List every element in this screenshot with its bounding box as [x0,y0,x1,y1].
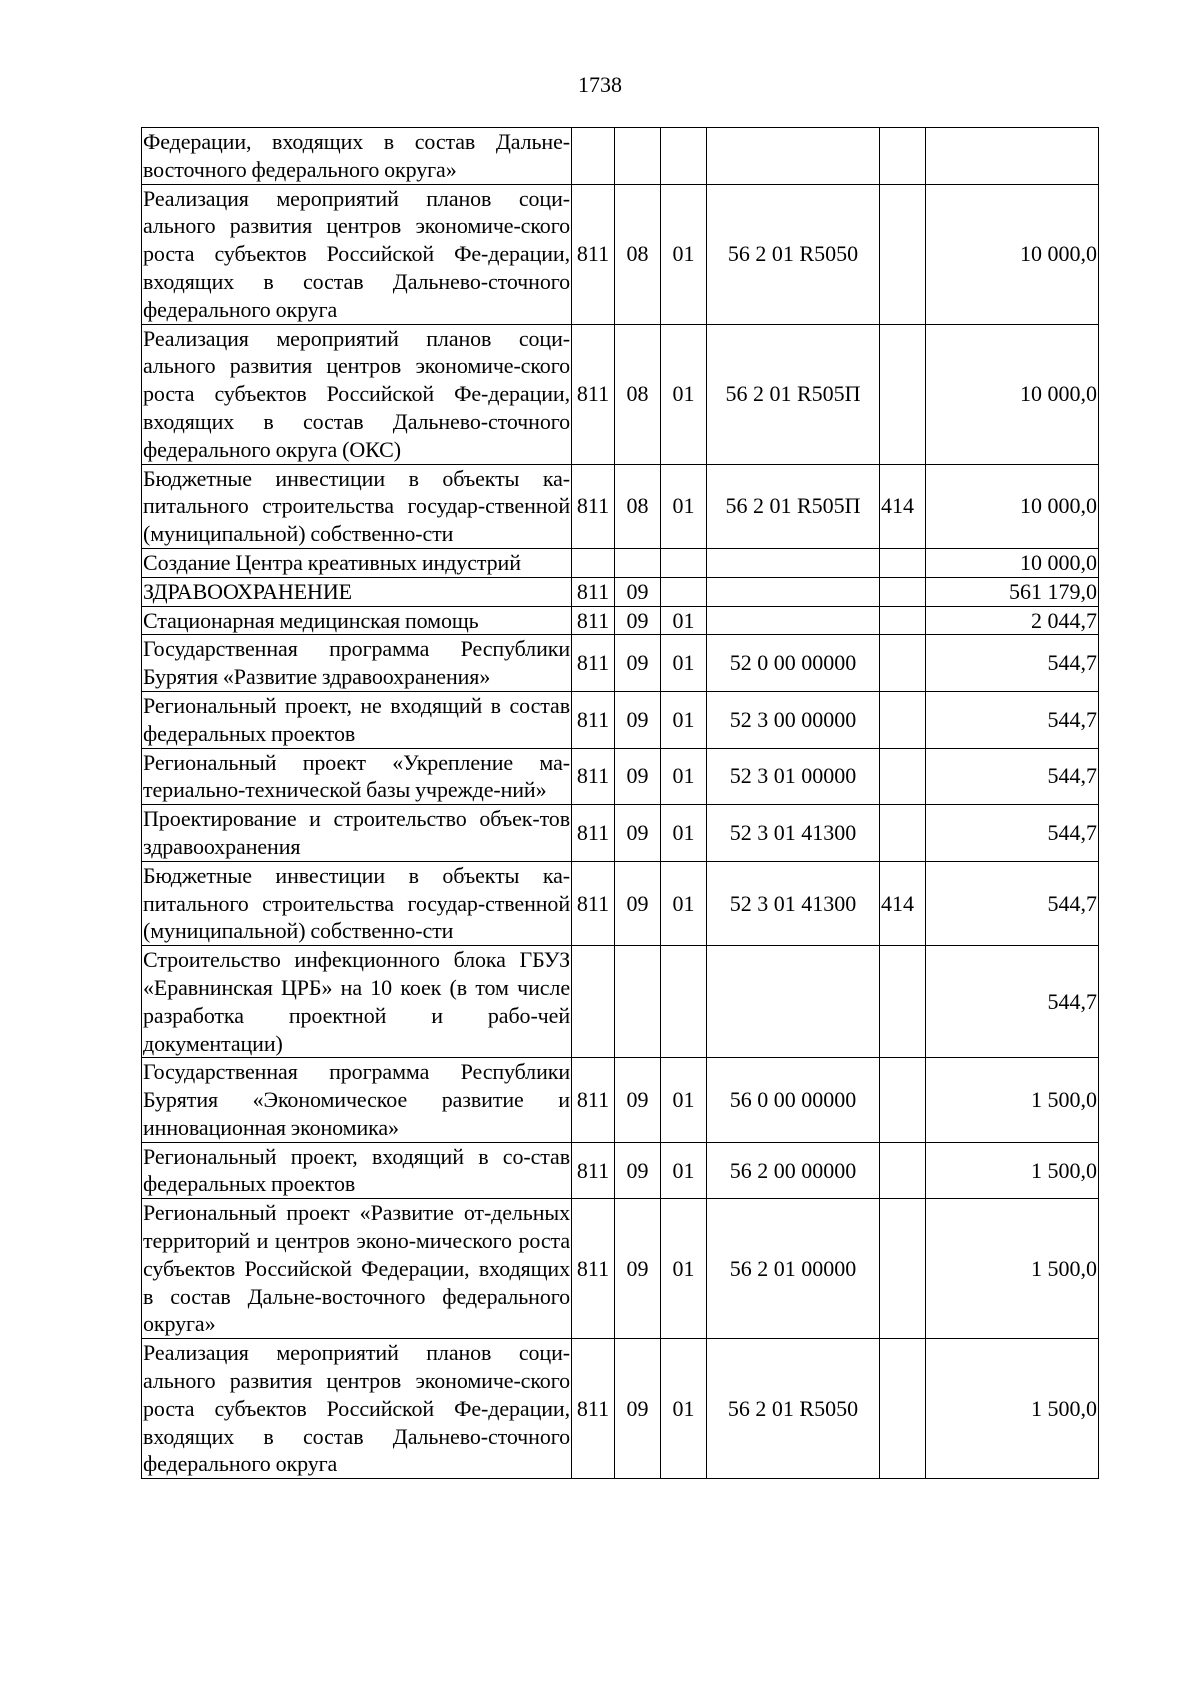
grbs-code-cell: 811 [572,1199,615,1339]
section-code-cell: 08 [615,324,661,464]
table-row [142,946,1099,1058]
table-row [142,748,1099,805]
subsection-code-cell: 01 [661,861,707,945]
grbs-code-cell: 811 [572,805,615,862]
expense-type-cell [880,548,926,577]
amount-cell: 10 000,0 [926,324,1099,464]
table-row [142,464,1099,548]
target-article-cell: 56 2 01 R505П [707,464,880,548]
amount-cell: 2 044,7 [926,606,1099,635]
amount-cell: 544,7 [926,691,1099,748]
table-row [142,128,1099,185]
expense-name-cell: Государственная программа Республики Бурятия «Экономическое развитие и инновационная экономика» [142,1058,572,1142]
section-code-cell: 09 [615,635,661,692]
table-row [142,691,1099,748]
target-article-cell: 56 2 01 00000 [707,1199,880,1339]
subsection-code-cell: 01 [661,805,707,862]
target-article-cell: 56 0 00 00000 [707,1058,880,1142]
expense-name-cell: ЗДРАВООХРАНЕНИЕ [142,577,572,606]
section-code-cell: 09 [615,691,661,748]
subsection-code-cell: 01 [661,1199,707,1339]
target-article-cell: 52 3 01 41300 [707,805,880,862]
target-article-cell [707,128,880,185]
expense-type-cell: 414 [880,861,926,945]
target-article-cell [707,946,880,1058]
grbs-code-cell [572,946,615,1058]
expense-type-cell [880,748,926,805]
section-code-cell: 08 [615,464,661,548]
table-row [142,548,1099,577]
expense-name-cell: Строительство инфекционного блока ГБУЗ «Еравнинская ЦРБ» на 10 коек (в том числе разработка проектной и рабо-чей документации) [142,946,572,1058]
amount-cell: 561 179,0 [926,577,1099,606]
expense-type-cell [880,324,926,464]
grbs-code-cell: 811 [572,1142,615,1199]
expense-type-cell [880,577,926,606]
section-code-cell: 09 [615,1339,661,1479]
grbs-code-cell: 811 [572,184,615,324]
amount-cell: 544,7 [926,861,1099,945]
table-row [142,805,1099,862]
table-row [142,1058,1099,1142]
target-article-cell: 52 3 01 41300 [707,861,880,945]
target-article-cell: 56 2 01 R5050 [707,184,880,324]
amount-cell: 10 000,0 [926,184,1099,324]
target-article-cell: 56 2 01 R505П [707,324,880,464]
expense-type-cell [880,691,926,748]
grbs-code-cell: 811 [572,1058,615,1142]
amount-cell: 1 500,0 [926,1199,1099,1339]
table-row [142,1199,1099,1339]
section-code-cell: 09 [615,861,661,945]
expense-name-cell: Федерации, входящих в состав Дальне-восточного федерального округа» [142,128,572,185]
expense-name-cell: Региональный проект, не входящий в состав федеральных проектов [142,691,572,748]
subsection-code-cell: 01 [661,748,707,805]
grbs-code-cell [572,128,615,185]
section-code-cell: 09 [615,1199,661,1339]
amount-cell: 1 500,0 [926,1339,1099,1479]
expense-type-cell [880,805,926,862]
expense-type-cell [880,184,926,324]
table-row [142,324,1099,464]
amount-cell: 544,7 [926,748,1099,805]
grbs-code-cell [572,548,615,577]
subsection-code-cell: 01 [661,1142,707,1199]
expense-name-cell: Создание Центра креативных индустрий [142,548,572,577]
target-article-cell: 56 2 01 R5050 [707,1339,880,1479]
section-code-cell [615,946,661,1058]
subsection-code-cell: 01 [661,1339,707,1479]
expense-type-cell [880,1142,926,1199]
amount-cell [926,128,1099,185]
table-row [142,606,1099,635]
grbs-code-cell: 811 [572,324,615,464]
table-row [142,1339,1099,1479]
amount-cell: 1 500,0 [926,1142,1099,1199]
expense-name-cell: Бюджетные инвестиции в объекты ка-питального строительства государ-ственной (муниципальной) собственно-сти [142,464,572,548]
expense-name-cell: Реализация мероприятий планов соци-ального развития центров экономиче-ского роста субъектов Российской Фе-дерации, входящих в состав Дальнево-сточного федерального округа (ОКС) [142,324,572,464]
subsection-code-cell: 01 [661,606,707,635]
expense-type-cell [880,1058,926,1142]
amount-cell: 544,7 [926,635,1099,692]
expense-name-cell: Государственная программа Республики Бурятия «Развитие здравоохранения» [142,635,572,692]
subsection-code-cell: 01 [661,464,707,548]
budget-table [141,127,1099,1479]
section-code-cell: 09 [615,606,661,635]
section-code-cell: 09 [615,1058,661,1142]
subsection-code-cell [661,946,707,1058]
table-row [142,861,1099,945]
expense-type-cell [880,1199,926,1339]
subsection-code-cell: 01 [661,184,707,324]
target-article-cell [707,577,880,606]
subsection-code-cell: 01 [661,635,707,692]
table-row [142,635,1099,692]
section-code-cell [615,128,661,185]
grbs-code-cell: 811 [572,748,615,805]
expense-type-cell [880,606,926,635]
amount-cell: 1 500,0 [926,1058,1099,1142]
expense-name-cell: Региональный проект «Развитие от-дельных территорий и центров эконо-мического роста субъектов Российской Федерации, входящих в состав Дальне-восточного федерального округа» [142,1199,572,1339]
section-code-cell: 09 [615,577,661,606]
subsection-code-cell: 01 [661,324,707,464]
grbs-code-cell: 811 [572,1339,615,1479]
amount-cell: 10 000,0 [926,464,1099,548]
expense-type-cell [880,1339,926,1479]
grbs-code-cell: 811 [572,861,615,945]
budget-table-body [142,128,1099,1479]
section-code-cell: 09 [615,748,661,805]
grbs-code-cell: 811 [572,635,615,692]
subsection-code-cell [661,128,707,185]
grbs-code-cell: 811 [572,577,615,606]
amount-cell: 10 000,0 [926,548,1099,577]
expense-name-cell: Проектирование и строительство объек-тов здравоохранения [142,805,572,862]
expense-type-cell [880,635,926,692]
subsection-code-cell: 01 [661,1058,707,1142]
expense-name-cell: Региональный проект, входящий в со-став федеральных проектов [142,1142,572,1199]
target-article-cell [707,548,880,577]
subsection-code-cell [661,548,707,577]
expense-type-cell: 414 [880,464,926,548]
page-number: 1738 [578,72,622,97]
grbs-code-cell: 811 [572,691,615,748]
table-row [142,577,1099,606]
section-code-cell: 09 [615,805,661,862]
subsection-code-cell [661,577,707,606]
target-article-cell: 52 3 01 00000 [707,748,880,805]
target-article-cell: 52 3 00 00000 [707,691,880,748]
section-code-cell: 08 [615,184,661,324]
table-row [142,184,1099,324]
target-article-cell [707,606,880,635]
subsection-code-cell: 01 [661,691,707,748]
expense-name-cell: Региональный проект «Укрепление ма-териально-технической базы учрежде-ний» [142,748,572,805]
amount-cell: 544,7 [926,805,1099,862]
expense-name-cell: Стационарная медицинская помощь [142,606,572,635]
amount-cell: 544,7 [926,946,1099,1058]
section-code-cell: 09 [615,1142,661,1199]
section-code-cell [615,548,661,577]
expense-name-cell: Реализация мероприятий планов соци-ального развития центров экономиче-ского роста субъектов Российской Фе-дерации, входящих в состав Дальнево-сточного федерального округа [142,184,572,324]
target-article-cell: 56 2 00 00000 [707,1142,880,1199]
expense-name-cell: Реализация мероприятий планов соци-ального развития центров экономиче-ского роста субъектов Российской Фе-дерации, входящих в состав Дальнево-сточного федерального округа [142,1339,572,1479]
expense-name-cell: Бюджетные инвестиции в объекты ка-питального строительства государ-ственной (муниципальной) собственно-сти [142,861,572,945]
table-row [142,1142,1099,1199]
expense-type-cell [880,946,926,1058]
target-article-cell: 52 0 00 00000 [707,635,880,692]
expense-type-cell [880,128,926,185]
grbs-code-cell: 811 [572,606,615,635]
grbs-code-cell: 811 [572,464,615,548]
